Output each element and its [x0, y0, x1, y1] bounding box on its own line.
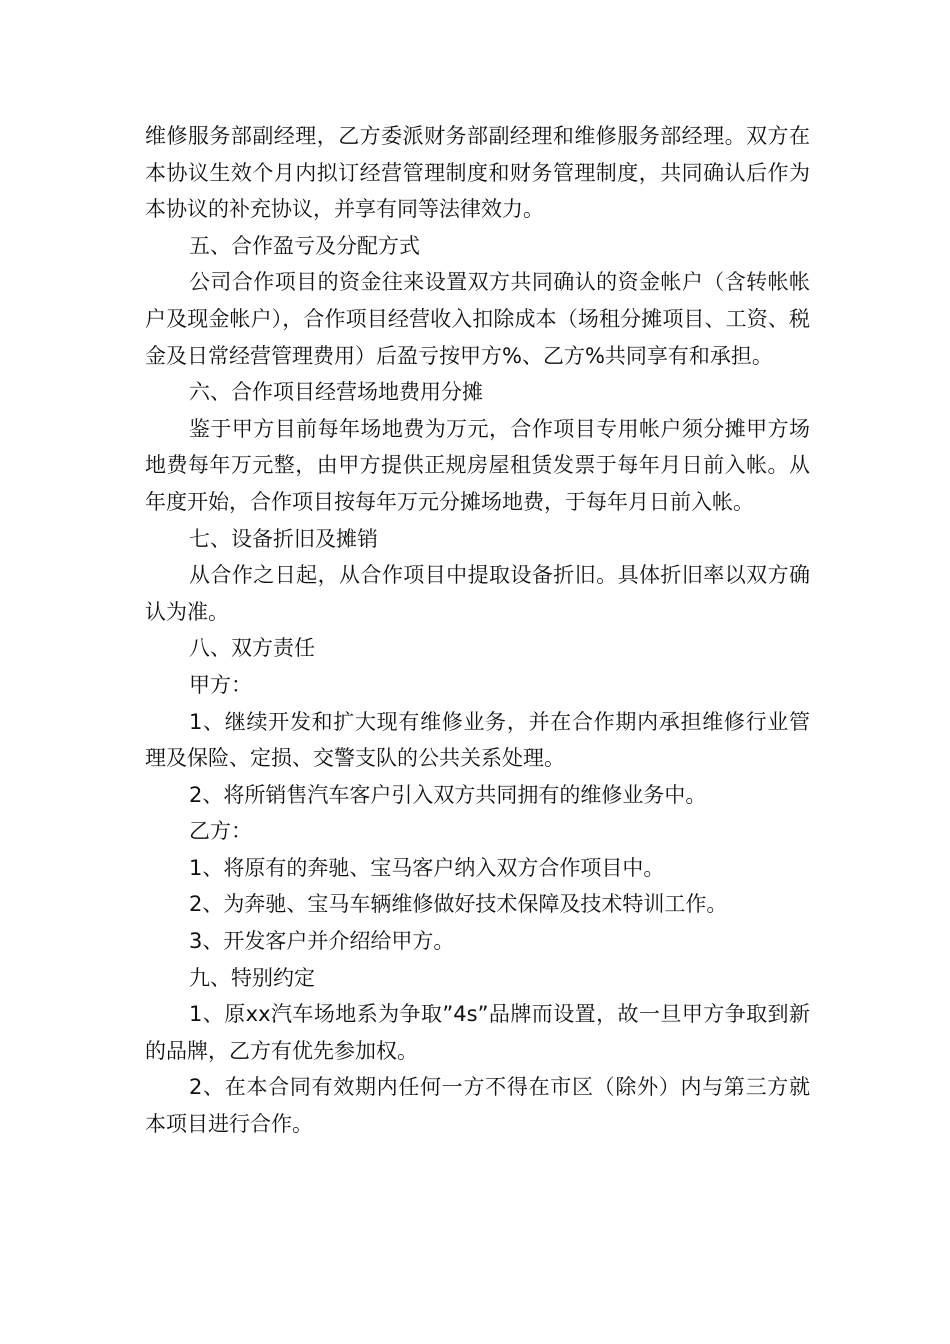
party-a-item-1: 1、继续开发和扩大现有维修业务，并在合作期内承担维修行业管理及保险、定损、交警支队的公共关系处理。	[145, 709, 810, 771]
special-term-2: 2、在本合同有效期内任何一方不得在市区（除外）内与第三方就本项目进行合作。	[145, 1075, 810, 1137]
party-b-item-1: 1、将原有的奔驰、宝马客户纳入双方合作项目中。	[189, 855, 665, 880]
party-b-item-3: 3、开发客户并介绍给甲方。	[189, 929, 455, 954]
paragraph-management-system: 维修服务部副经理，乙方委派财务部副经理和维修服务部经理。双方在本协议生效个月内拟订经营管理制度和财务管理制度，共同确认后作为本协议的补充协议，并享有同等法律效力。	[145, 124, 810, 222]
party-b-item-2: 2、为奔驰、宝马车辆维修做好技术保障及技术特训工作。	[189, 892, 728, 917]
party-a-item-2: 2、将所销售汽车客户引入双方共同拥有的维修业务中。	[189, 782, 707, 807]
party-a-label: 甲方：	[189, 672, 252, 697]
heading-site-fee: 六、合作项目经营场地费用分摊	[189, 380, 483, 405]
special-term-1: 1、原xx汽车场地系为争取”4s”品牌而设置，故一旦甲方争取到新的品牌，乙方有优先参加权。	[145, 1002, 810, 1063]
heading-special-terms: 九、特别约定	[189, 965, 315, 990]
paragraph-profit-loss: 公司合作项目的资金往来设置双方共同确认的资金帐户（含转帐帐户及现金帐户），合作项目经营收入扣除成本（场租分摊项目、工资、税金及日常经营管理费用）后盈亏按甲方%、乙方%共同享有和承担。	[145, 270, 810, 368]
heading-responsibilities: 八、双方责任	[189, 636, 315, 661]
paragraph-site-fee: 鉴于甲方目前每年场地费为万元，合作项目专用帐户须分摊甲方场地费每年万元整，由甲方提供正规房屋租赁发票于每年月日前入帐。从年度开始，合作项目按每年万元分摊场地费，于每年月日前入帐。	[145, 416, 810, 514]
party-b-label: 乙方：	[189, 819, 252, 844]
heading-depreciation: 七、设备折旧及摊销	[189, 526, 378, 551]
paragraph-depreciation: 从合作之日起，从合作项目中提取设备折旧。具体折旧率以双方确认为准。	[145, 563, 810, 624]
heading-profit-loss: 五、合作盈亏及分配方式	[189, 233, 420, 258]
document-body	[145, 118, 810, 1143]
